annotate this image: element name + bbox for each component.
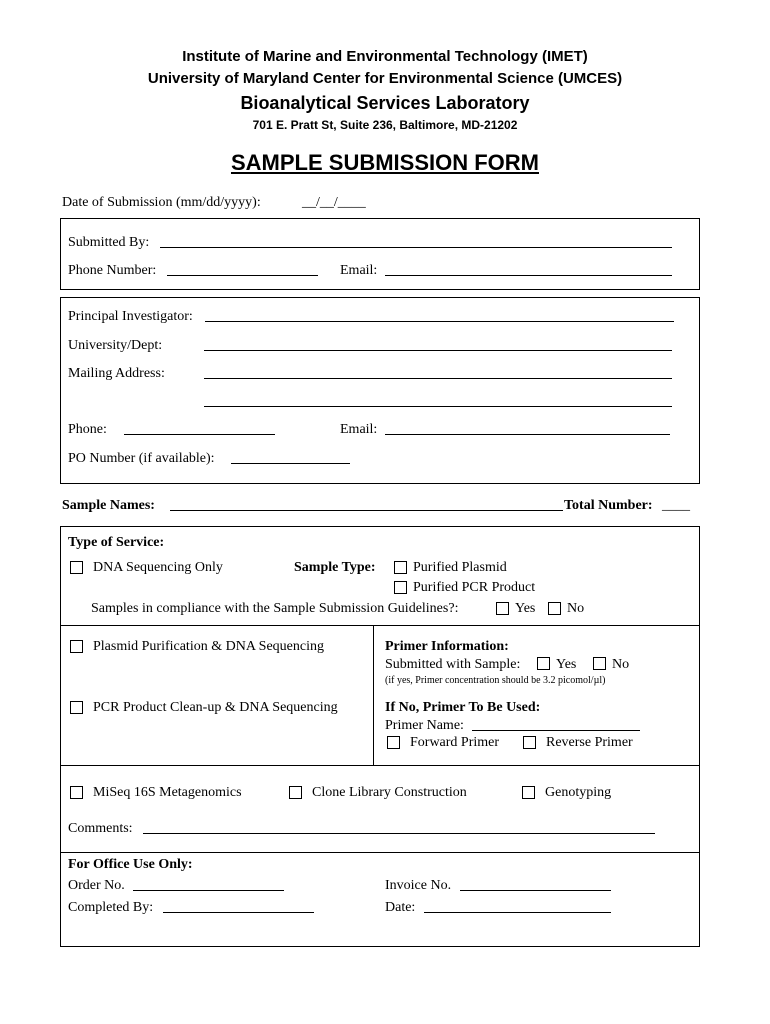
type-of-service-label: Type of Service: bbox=[68, 535, 165, 550]
primer-info-label: Primer Information: bbox=[385, 639, 509, 654]
plasmid-seq-label: Plasmid Purification & DNA Sequencing bbox=[93, 639, 324, 654]
primer-name-label: Primer Name: bbox=[385, 718, 464, 733]
pi-phone-label: Phone: bbox=[68, 422, 107, 437]
clone-library-checkbox[interactable] bbox=[289, 786, 302, 799]
office-use-label: For Office Use Only: bbox=[68, 857, 193, 872]
lab-address: 701 E. Pratt St, Suite 236, Baltimore, MD-21202 bbox=[252, 118, 518, 132]
compliance-yes-checkbox[interactable] bbox=[496, 602, 509, 615]
purified-pcr-checkbox[interactable] bbox=[394, 581, 407, 594]
compliance-label: Samples in compliance with the Sample Submission Guidelines?: bbox=[91, 601, 459, 616]
divider bbox=[60, 852, 700, 853]
primer-yes-label: Yes bbox=[556, 657, 577, 672]
comments-field[interactable] bbox=[143, 833, 655, 834]
invoice-no-field[interactable] bbox=[460, 890, 611, 891]
sample-names-field[interactable] bbox=[170, 510, 563, 511]
primer-note: (if yes, Primer concentration should be 3.2 picomol/µl) bbox=[385, 675, 606, 686]
submitter-email-label: Email: bbox=[340, 263, 378, 278]
total-number-field[interactable]: ____ bbox=[662, 498, 690, 513]
purified-plasmid-checkbox[interactable] bbox=[394, 561, 407, 574]
completed-by-field[interactable] bbox=[163, 912, 314, 913]
pi-field[interactable] bbox=[205, 321, 674, 322]
pcr-seq-label: PCR Product Clean-up & DNA Sequencing bbox=[93, 700, 338, 715]
primer-yes-checkbox[interactable] bbox=[537, 657, 550, 670]
forward-primer-label: Forward Primer bbox=[410, 735, 500, 750]
mailing-label: Mailing Address: bbox=[68, 366, 165, 381]
date-label: Date of Submission (mm/dd/yyyy): bbox=[62, 195, 261, 210]
po-field[interactable] bbox=[231, 463, 350, 464]
divider bbox=[60, 765, 700, 766]
divider bbox=[373, 625, 374, 765]
submitter-email-field[interactable] bbox=[385, 275, 672, 276]
primer-no-checkbox[interactable] bbox=[593, 657, 606, 670]
divider bbox=[60, 625, 700, 626]
phone-number-field[interactable] bbox=[167, 275, 318, 276]
purified-pcr-label: Purified PCR Product bbox=[413, 580, 536, 595]
plasmid-seq-checkbox[interactable] bbox=[70, 640, 83, 653]
mailing-field-2[interactable] bbox=[204, 406, 672, 407]
submitter-section bbox=[60, 218, 700, 290]
dna-seq-only-checkbox[interactable] bbox=[70, 561, 83, 574]
dept-field[interactable] bbox=[204, 350, 672, 351]
office-date-field[interactable] bbox=[424, 912, 611, 913]
pi-email-label: Email: bbox=[340, 422, 378, 437]
dept-label: University/Dept: bbox=[68, 338, 163, 353]
lab-name: Bioanalytical Services Laboratory bbox=[240, 93, 530, 113]
genotyping-label: Genotyping bbox=[545, 785, 612, 800]
date-field[interactable]: __/__/____ bbox=[302, 195, 366, 210]
forward-primer-checkbox[interactable] bbox=[387, 736, 400, 749]
reverse-primer-checkbox[interactable] bbox=[523, 736, 536, 749]
office-date-label: Date: bbox=[385, 900, 416, 915]
reverse-primer-label: Reverse Primer bbox=[546, 735, 633, 750]
miseq-label: MiSeq 16S Metagenomics bbox=[93, 785, 242, 800]
compliance-no-label: No bbox=[567, 601, 585, 616]
clone-library-label: Clone Library Construction bbox=[312, 785, 467, 800]
mailing-field-1[interactable] bbox=[204, 378, 672, 379]
university-name: University of Maryland Center for Environmental Science (UMCES) bbox=[147, 70, 623, 87]
po-label: PO Number (if available): bbox=[68, 451, 215, 466]
submitted-by-label: Submitted By: bbox=[68, 235, 150, 250]
institute-name: Institute of Marine and Environmental Technology (IMET) bbox=[182, 48, 588, 65]
page-title: SAMPLE SUBMISSION FORM bbox=[230, 150, 539, 175]
order-no-label: Order No. bbox=[68, 878, 125, 893]
compliance-no-checkbox[interactable] bbox=[548, 602, 561, 615]
pi-phone-field[interactable] bbox=[124, 434, 275, 435]
purified-plasmid-label: Purified Plasmid bbox=[413, 560, 507, 575]
dna-seq-only-label: DNA Sequencing Only bbox=[93, 560, 223, 575]
miseq-checkbox[interactable] bbox=[70, 786, 83, 799]
comments-label: Comments: bbox=[68, 821, 133, 836]
primer-no-label: No bbox=[612, 657, 630, 672]
primer-name-field[interactable] bbox=[472, 730, 640, 731]
genotyping-checkbox[interactable] bbox=[522, 786, 535, 799]
pi-email-field[interactable] bbox=[385, 434, 670, 435]
phone-number-label: Phone Number: bbox=[68, 263, 157, 278]
invoice-no-label: Invoice No. bbox=[385, 878, 452, 893]
completed-by-label: Completed By: bbox=[68, 900, 154, 915]
sample-names-label: Sample Names: bbox=[62, 498, 155, 513]
order-no-field[interactable] bbox=[133, 890, 284, 891]
pi-label: Principal Investigator: bbox=[68, 309, 193, 324]
total-number-label: Total Number: bbox=[564, 498, 653, 513]
if-no-primer-label: If No, Primer To Be Used: bbox=[385, 700, 541, 715]
sample-type-label: Sample Type: bbox=[294, 560, 376, 575]
pcr-seq-checkbox[interactable] bbox=[70, 701, 83, 714]
submitted-with-label: Submitted with Sample: bbox=[385, 657, 521, 672]
submitted-by-field[interactable] bbox=[160, 247, 672, 248]
compliance-yes-label: Yes bbox=[515, 601, 536, 616]
